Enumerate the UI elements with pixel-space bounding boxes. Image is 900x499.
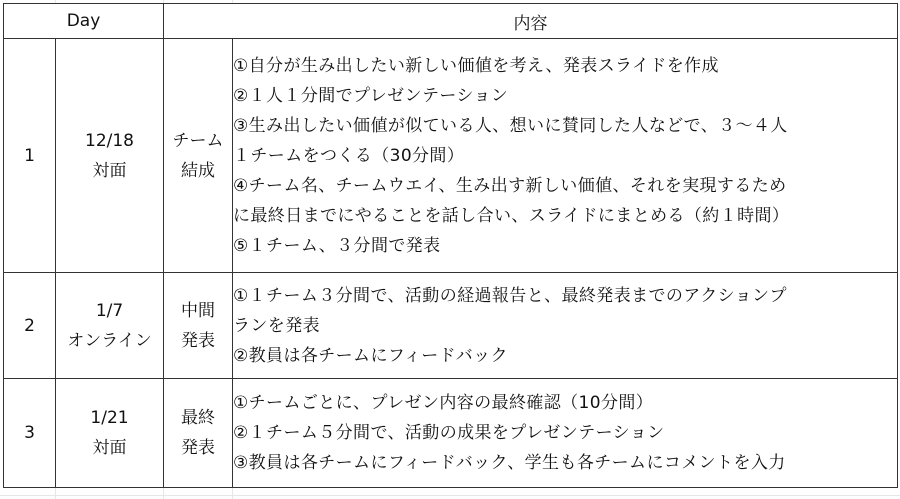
header-row bbox=[4, 4, 898, 39]
phase-cell[interactable] bbox=[164, 379, 233, 488]
content-cell[interactable] bbox=[233, 39, 898, 273]
content-line: ③教員は各チームにフィードバック、学生も各チームにコメントを入力 bbox=[233, 453, 786, 473]
content-line: ①自分が生み出したい新しい価値を考え、発表スライドを作成 bbox=[233, 55, 719, 76]
content-line: ①１チーム３分間で、活動の経過報告と、最終発表までのアクションプ bbox=[233, 285, 787, 306]
date-label: 1/7 bbox=[95, 300, 124, 321]
content-line: に最終日までにやることを話し合い、スライドにまとめる（約１時間） bbox=[233, 205, 790, 226]
phase-label-line: 結成 bbox=[181, 160, 215, 181]
mode-label: 対面 bbox=[92, 160, 127, 181]
header-day[interactable]: Day bbox=[4, 4, 164, 39]
content-line: ②教員は各チームにフィードバック bbox=[233, 345, 508, 366]
table-row bbox=[4, 273, 898, 379]
content-line: １チームをつくる（30分間） bbox=[233, 145, 465, 166]
content-line: ①チームごとに、プレゼン内容の最終確認（10分間） bbox=[233, 393, 654, 413]
date-cell[interactable] bbox=[56, 273, 164, 379]
content-cell[interactable] bbox=[233, 273, 898, 379]
phase-cell[interactable] bbox=[164, 39, 233, 273]
mode-label: 対面 bbox=[92, 438, 127, 458]
header-content[interactable]: 内容 bbox=[164, 4, 898, 39]
table-row bbox=[4, 379, 898, 488]
phase-label-line: 発表 bbox=[181, 438, 215, 458]
date-cell[interactable] bbox=[56, 39, 164, 273]
day-number-cell[interactable]: 3 bbox=[4, 379, 56, 488]
content-line: ⑤１チーム、３分間で発表 bbox=[233, 235, 441, 256]
phase-label-line: 最終 bbox=[181, 408, 215, 428]
content-line: ランを発表 bbox=[233, 315, 320, 336]
date-cell[interactable] bbox=[56, 379, 164, 488]
phase-label-line: 発表 bbox=[181, 330, 215, 351]
schedule-table bbox=[3, 3, 898, 488]
table-row bbox=[4, 39, 898, 273]
content-line: ③生み出したい価値が似ている人、想いに賛同した人などで、３～４人 bbox=[233, 115, 788, 136]
phase-label-line: チーム bbox=[172, 130, 224, 151]
content-line: ④チーム名、チームウエイ、生み出す新しい価値、それを実現するため bbox=[233, 175, 787, 196]
content-line: ②１チーム５分間で、活動の成果をプレゼンテーション bbox=[233, 423, 665, 443]
date-label: 12/18 bbox=[85, 130, 134, 151]
mode-label: オンライン bbox=[67, 330, 152, 351]
content-cell[interactable] bbox=[233, 379, 898, 488]
phase-label-line: 中間 bbox=[181, 300, 215, 321]
date-label: 1/21 bbox=[90, 408, 129, 428]
day-number-cell[interactable]: 1 bbox=[4, 39, 56, 273]
phase-cell[interactable] bbox=[164, 273, 233, 379]
day-number-cell[interactable]: 2 bbox=[4, 273, 56, 379]
content-line: ②１人１分間でプレゼンテーション bbox=[233, 85, 509, 106]
